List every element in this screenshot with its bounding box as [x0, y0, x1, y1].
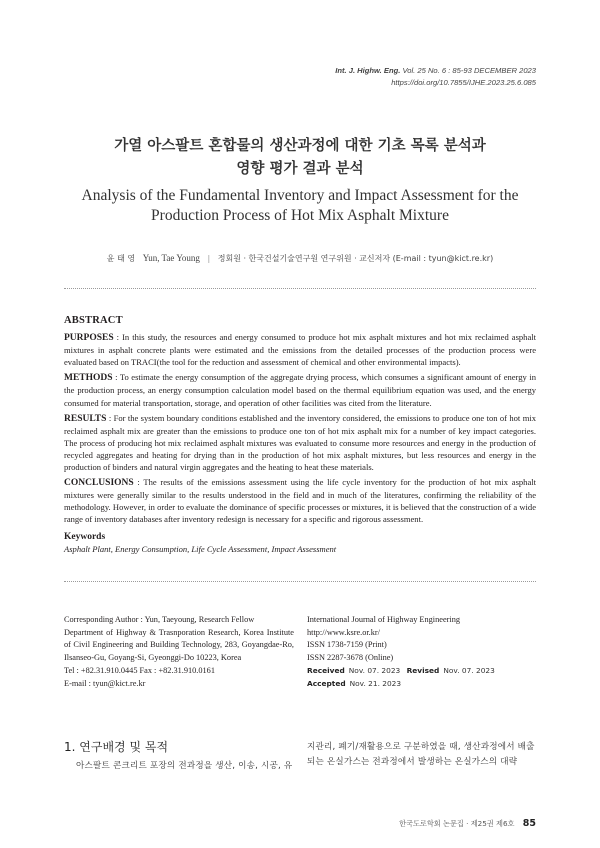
- abstract-methods: [64, 371, 536, 408]
- corr-address: Department of Highway & Trasnporation Research, Korea Institute of Civil Engineering and Building Technology, 283, Goyangdae-Ro, Ilsanseo-Gu, Goyang-Si, Gyeonggi-Do 10223, Korea: [64, 627, 294, 663]
- corr-author: Corresponding Author : Yun, Taeyoung, Research Fellow: [64, 615, 255, 624]
- revised-date: Nov. 07. 2023: [443, 665, 495, 675]
- title-korean-line1: 가열 아스팔트 혼합물의 생산과정에 대한 기초 목록 분석과: [114, 138, 486, 154]
- running-header: [335, 66, 536, 75]
- doi-link[interactable]: https://doi.org/10.7855/IJHE.2023.25.6.085: [391, 78, 536, 87]
- author-name-ko: 윤 태 영: [106, 254, 136, 263]
- page-footer: [399, 818, 536, 829]
- methods-text: : To estimate the energy consumption of the aggregate drying process, which consumes a significant amount of energy in the production process, an energy consumption calculation model based on the thermal equilibrium equation was used, and the energy consumed for material transportation, storage, and operation of other facilities was cited from the literature.: [64, 372, 536, 408]
- revised-label: Revised: [406, 665, 440, 675]
- divider-bottom: [64, 581, 536, 582]
- abstract-conclusions: [64, 476, 536, 525]
- abstract-heading: ABSTRACT: [64, 315, 123, 326]
- accepted-label: Accepted: [307, 678, 346, 688]
- conclusions-text: : The results of the emissions assessment using the life cycle inventory for the production of hot mix asphalt mixtures were generally similar to the results understood in the field and in much of the literatures, confirming the reliability of the methodology. However, in order to evaluate the dominance of specific processes or mixtures, it is believed that the construction of a wide range of inventory databases after inventory redesign is necessary for a specific and rigorous assessment.: [64, 477, 536, 525]
- abstract-block: [64, 315, 536, 555]
- issn-online: ISSN 2287-3678 (Online): [307, 653, 394, 663]
- body-text-left: 아스팔트 콘크리트 포장의 전과정을 생산, 이송, 시공, 유: [76, 761, 293, 771]
- accepted-date: Nov. 21. 2023: [349, 678, 402, 688]
- received-label: Received: [307, 665, 345, 675]
- abstract-results: [64, 412, 536, 473]
- received-date: Nov. 07. 2023: [348, 665, 401, 675]
- footer-journal-issue: 한국도로학회 논문집 · 제25권 제6호: [399, 819, 515, 828]
- purposes-label: PURPOSES: [64, 333, 114, 344]
- body-text-right: 지관리, 폐기/재활용으로 구분하였을 때, 생산과정에서 배출되는 온실가스는 전과정에서 발생하는 온실가스의 대략: [307, 742, 535, 767]
- author-affiliation: 정회원 · 한국건설기술연구원 연구위원 · 교신저자 (E-mail : tyun@kict.re.kr): [217, 254, 494, 263]
- correspondence-block: [64, 614, 294, 690]
- title-english-line1: Analysis of the Fundamental Inventory and Impact Assessment for the: [81, 187, 519, 204]
- abstract-purposes: [64, 331, 536, 368]
- issue-info: Vol. 25 No. 6 : 85-93 DECEMBER 2023: [402, 66, 536, 75]
- results-label: RESULTS: [64, 413, 107, 424]
- methods-label: METHODS: [64, 373, 113, 384]
- section-heading: 1. 연구배경 및 목적: [64, 740, 169, 754]
- author-line: [40, 253, 560, 264]
- title-english-line2: Production Process of Hot Mix Asphalt Mixture: [151, 207, 449, 224]
- purposes-text: : In this study, the resources and energy consumed to produce hot mix asphalt mixtures and hot mix reclaimed asphalt mixtures in asphalt concrete plants were estimated and the emissions from the detailed processes of the production process were evaluated based on TRACI(the tool for the reduction and assessment of chemical and other environmental impacts).: [64, 332, 536, 368]
- journal-abbrev: Int. J. Highw. Eng.: [335, 66, 401, 75]
- journal-name: International Journal of Highway Engineering: [307, 615, 460, 624]
- issn-print: ISSN 1738-7159 (Print): [307, 640, 387, 650]
- results-text: : For the system boundary conditions established and the inventory considered, the emissions to produce one ton of hot mix reclaimed asphalt mix are greater than the emissions to produce one ton of hot mix asphalt mix for a number of key impact categories. The process of producing hot mix reclaimed asphalt mixtures was evaluated to consume more resources and energy in the production of recycled aggregates and heating for drying than in the production of hot mix asphalt mixtures, but less resources and energy in the production of binders and natural virgin aggregates and the heating to heat these materials.: [64, 412, 536, 473]
- divider-top: [64, 288, 536, 289]
- title-korean-line2: 영향 평가 결과 분석: [236, 161, 364, 177]
- author-separator: |: [207, 254, 211, 263]
- journal-url[interactable]: http://www.ksre.or.kr/: [307, 627, 380, 637]
- corr-email[interactable]: E-mail : tyun@kict.re.kr: [64, 678, 146, 688]
- keywords-list: Asphalt Plant, Energy Consumption, Life Cycle Assessment, Impact Assessment: [64, 543, 337, 554]
- author-name-en: Yun, Tae Young: [142, 253, 200, 263]
- conclusions-label: CONCLUSIONS: [64, 478, 134, 489]
- keywords-heading: Keywords: [64, 531, 106, 542]
- page-number: 85: [522, 818, 536, 829]
- article-dates: [307, 665, 547, 690]
- journal-info-block: [307, 614, 547, 690]
- corr-phone-fax: Tel : +82.31.910.0445 Fax : +82.31.910.0161: [64, 665, 215, 675]
